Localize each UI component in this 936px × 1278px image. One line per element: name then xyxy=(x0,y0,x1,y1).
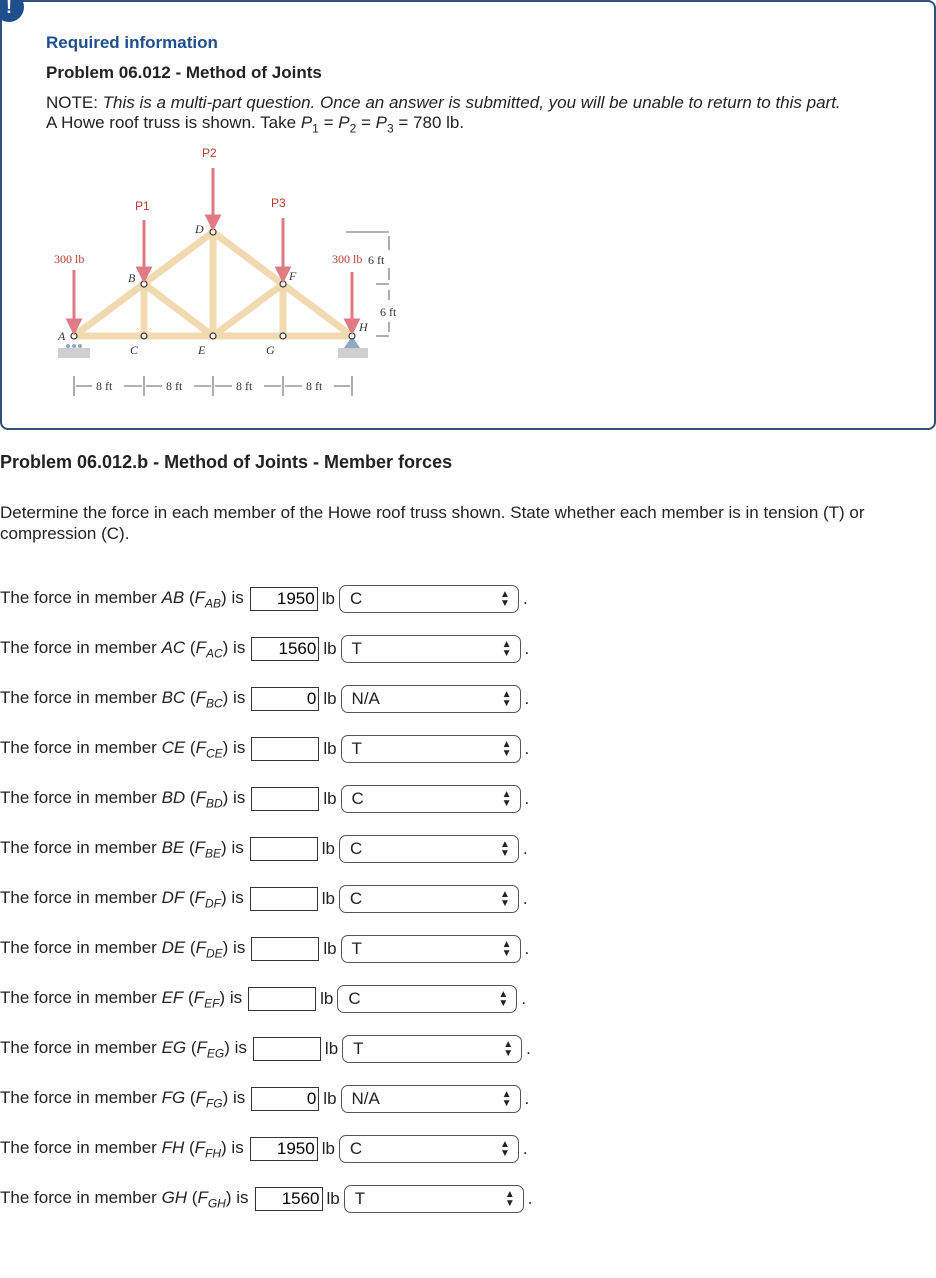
force-input-gh[interactable] xyxy=(255,1187,323,1211)
tension-compression-select-ce[interactable] xyxy=(341,735,521,763)
force-row-label: The force in member EF $(F_{EF})$ is xyxy=(0,987,243,1011)
select-value: C xyxy=(348,989,361,1008)
force-row-ab xyxy=(0,584,528,614)
select-arrows-icon: ▲ ▼ xyxy=(500,839,510,859)
force-input-df[interactable] xyxy=(250,887,318,911)
force-row-label: The force in member DE $(F_{DE})$ is xyxy=(0,937,246,961)
force-row-label: The force in member FG $(F_{FG})$ is xyxy=(0,1087,246,1111)
dim-horizontal-1: 8 ft xyxy=(96,379,113,393)
select-value: T xyxy=(354,1189,366,1208)
force-input-ce[interactable] xyxy=(251,737,319,761)
given-text: A Howe roof truss is shown. Take $P_1 = P_2 = P_3 = 780$ lb. xyxy=(46,113,465,136)
force-row-df xyxy=(0,884,528,914)
period-text: . xyxy=(522,839,528,858)
force-row-ac xyxy=(0,634,529,664)
select-arrows-icon: ▲ ▼ xyxy=(501,939,512,959)
period-text: . xyxy=(522,589,528,608)
select-arrows-icon: ▲ ▼ xyxy=(500,589,510,609)
period-text: . xyxy=(522,889,528,908)
part-prompt: Determine the force in each member of the Howe roof truss shown. State whether each member is in tension (T) or compression (C). xyxy=(0,503,865,543)
joint-label-h: H xyxy=(359,320,368,334)
unit-label: lb xyxy=(320,989,334,1008)
load-label-p2: P2 xyxy=(202,146,217,160)
required-info-heading: Required information xyxy=(46,33,218,52)
select-arrows-icon: ▲ ▼ xyxy=(503,1039,514,1059)
period-text: . xyxy=(527,1189,533,1208)
tension-compression-select-ac[interactable] xyxy=(341,635,521,663)
tension-compression-select-fh[interactable] xyxy=(339,1135,519,1163)
select-arrows-icon: ▲ ▼ xyxy=(500,889,510,909)
unit-label: lb xyxy=(321,1139,335,1158)
force-row-fg xyxy=(0,1084,529,1114)
period-text: . xyxy=(524,1089,530,1108)
force-input-ac[interactable] xyxy=(251,637,319,661)
required-info-card xyxy=(0,0,936,430)
force-input-fh[interactable] xyxy=(250,1137,318,1161)
dim-horizontal-3: 8 ft xyxy=(236,379,253,393)
select-arrows-icon: ▲ ▼ xyxy=(504,1189,515,1209)
dim-vertical-top: 6 ft xyxy=(368,253,385,267)
force-row-gh xyxy=(0,1184,532,1214)
select-arrows-icon: ▲ ▼ xyxy=(500,1139,510,1159)
force-row-label: The force in member EG $(F_{EG})$ is xyxy=(0,1037,247,1061)
right-support-ground xyxy=(338,348,368,358)
select-value: C xyxy=(351,789,364,808)
force-row-label: The force in member BE $(F_{BE})$ is xyxy=(0,837,244,861)
tension-compression-select-eg[interactable] xyxy=(342,1035,522,1063)
period-text: . xyxy=(522,1139,528,1158)
select-value: T xyxy=(351,639,362,658)
joint-label-g: G xyxy=(266,343,275,357)
force-row-label: The force in member BC $(F_{BC})$ is xyxy=(0,687,246,711)
tension-compression-select-de[interactable] xyxy=(341,935,521,963)
force-row-label: The force in member GH $(F_{GH})$ is xyxy=(0,1187,249,1211)
force-input-bc[interactable] xyxy=(251,687,319,711)
force-row-eg xyxy=(0,1034,531,1064)
select-value: T xyxy=(353,1039,364,1058)
unit-label: lb xyxy=(321,889,335,908)
unit-label: lb xyxy=(324,1039,339,1058)
force-row-label: The force in member FH $(F_{FH})$ is xyxy=(0,1137,244,1161)
unit-label: lb xyxy=(326,1189,340,1208)
tension-compression-select-bd[interactable] xyxy=(341,785,521,813)
force-input-fg[interactable] xyxy=(251,1087,319,1111)
problem-title: Problem 06.012 - Method of Joints xyxy=(46,63,322,82)
unit-label: lb xyxy=(323,639,337,658)
unit-label: lb xyxy=(323,789,337,808)
joint-label-d: D xyxy=(195,222,204,236)
force-row-label: The force in member DF $(F_{DF})$ is xyxy=(0,887,244,911)
period-text: . xyxy=(524,739,530,758)
select-value: T xyxy=(351,939,362,958)
select-arrows-icon: ▲ ▼ xyxy=(498,989,509,1009)
force-row-label: The force in member CE $(F_{CE})$ is xyxy=(0,737,246,761)
force-row-ef xyxy=(0,984,526,1014)
force-input-eg[interactable] xyxy=(253,1037,321,1061)
select-value: C xyxy=(349,589,363,608)
note-text: NOTE: This is a multi-part question. Once an answer is submitted, you will be unable to return to this part. xyxy=(46,93,841,112)
select-arrows-icon: ▲ ▼ xyxy=(501,1089,512,1109)
unit-label: lb xyxy=(323,689,337,708)
period-text: . xyxy=(526,1039,531,1058)
force-input-de[interactable] xyxy=(251,937,319,961)
period-text: . xyxy=(524,939,530,958)
select-value: T xyxy=(351,739,362,758)
force-row-label: The force in member AC $(F_{AC})$ is xyxy=(0,637,246,661)
unit-label: lb xyxy=(321,589,335,608)
force-input-be[interactable] xyxy=(250,837,318,861)
select-arrows-icon: ▲ ▼ xyxy=(501,639,512,659)
howe-truss-figure xyxy=(46,140,397,400)
joint-label-a: A xyxy=(58,329,66,343)
tension-compression-select-fg[interactable] xyxy=(341,1085,521,1113)
left-support-ground xyxy=(58,348,90,358)
period-text: . xyxy=(524,639,530,658)
select-value: N/A xyxy=(351,1089,380,1108)
force-row-bc xyxy=(0,684,529,714)
force-input-bd[interactable] xyxy=(251,787,319,811)
tension-compression-select-gh[interactable] xyxy=(344,1185,524,1213)
dim-vertical-bottom: 6 ft xyxy=(380,305,397,319)
side-load-right: 300 lb xyxy=(332,252,363,266)
select-value: C xyxy=(349,1139,363,1158)
force-row-bd xyxy=(0,784,529,814)
force-row-de xyxy=(0,934,529,964)
dim-horizontal-2: 8 ft xyxy=(166,379,183,393)
force-input-ef[interactable] xyxy=(248,987,316,1011)
unit-label: lb xyxy=(323,739,337,758)
force-row-label: The force in member BD $(F_{BD})$ is xyxy=(0,787,246,811)
side-load-left: 300 lb xyxy=(54,252,85,266)
period-text: . xyxy=(521,989,527,1008)
load-label-p1: P1 xyxy=(135,199,150,213)
select-arrows-icon: ▲ ▼ xyxy=(501,689,512,709)
force-row-be xyxy=(0,834,528,864)
unit-label: lb xyxy=(323,939,337,958)
force-row-fh xyxy=(0,1134,528,1164)
tension-compression-select-ab[interactable] xyxy=(339,585,519,613)
alert-icon: ! xyxy=(0,0,24,22)
joint-label-e: E xyxy=(198,343,206,357)
tension-compression-select-bc[interactable] xyxy=(341,685,521,713)
select-value: C xyxy=(349,839,363,858)
select-arrows-icon: ▲ ▼ xyxy=(501,789,512,809)
truss-members xyxy=(74,232,352,336)
period-text: . xyxy=(524,689,530,708)
tension-compression-select-ef[interactable] xyxy=(337,985,517,1013)
force-row-ce xyxy=(0,734,529,764)
unit-label: lb xyxy=(323,1089,337,1108)
force-input-ab[interactable] xyxy=(250,587,318,611)
part-title: Problem 06.012.b - Method of Joints - Member forces xyxy=(0,452,453,472)
dim-horizontal-4: 8 ft xyxy=(306,379,323,393)
load-label-p3: P3 xyxy=(271,196,286,210)
tension-compression-select-df[interactable] xyxy=(339,885,519,913)
force-row-label: The force in member AB $(F_{AB})$ is xyxy=(0,587,244,611)
select-value: C xyxy=(349,889,363,908)
select-arrows-icon: ▲ ▼ xyxy=(501,739,512,759)
period-text: . xyxy=(524,789,530,808)
joint-label-f: F xyxy=(289,269,297,283)
select-value: N/A xyxy=(351,689,380,708)
joint-label-b: B xyxy=(128,271,136,285)
tension-compression-select-be[interactable] xyxy=(339,835,519,863)
unit-label: lb xyxy=(321,839,335,858)
joint-label-c: C xyxy=(130,343,139,357)
